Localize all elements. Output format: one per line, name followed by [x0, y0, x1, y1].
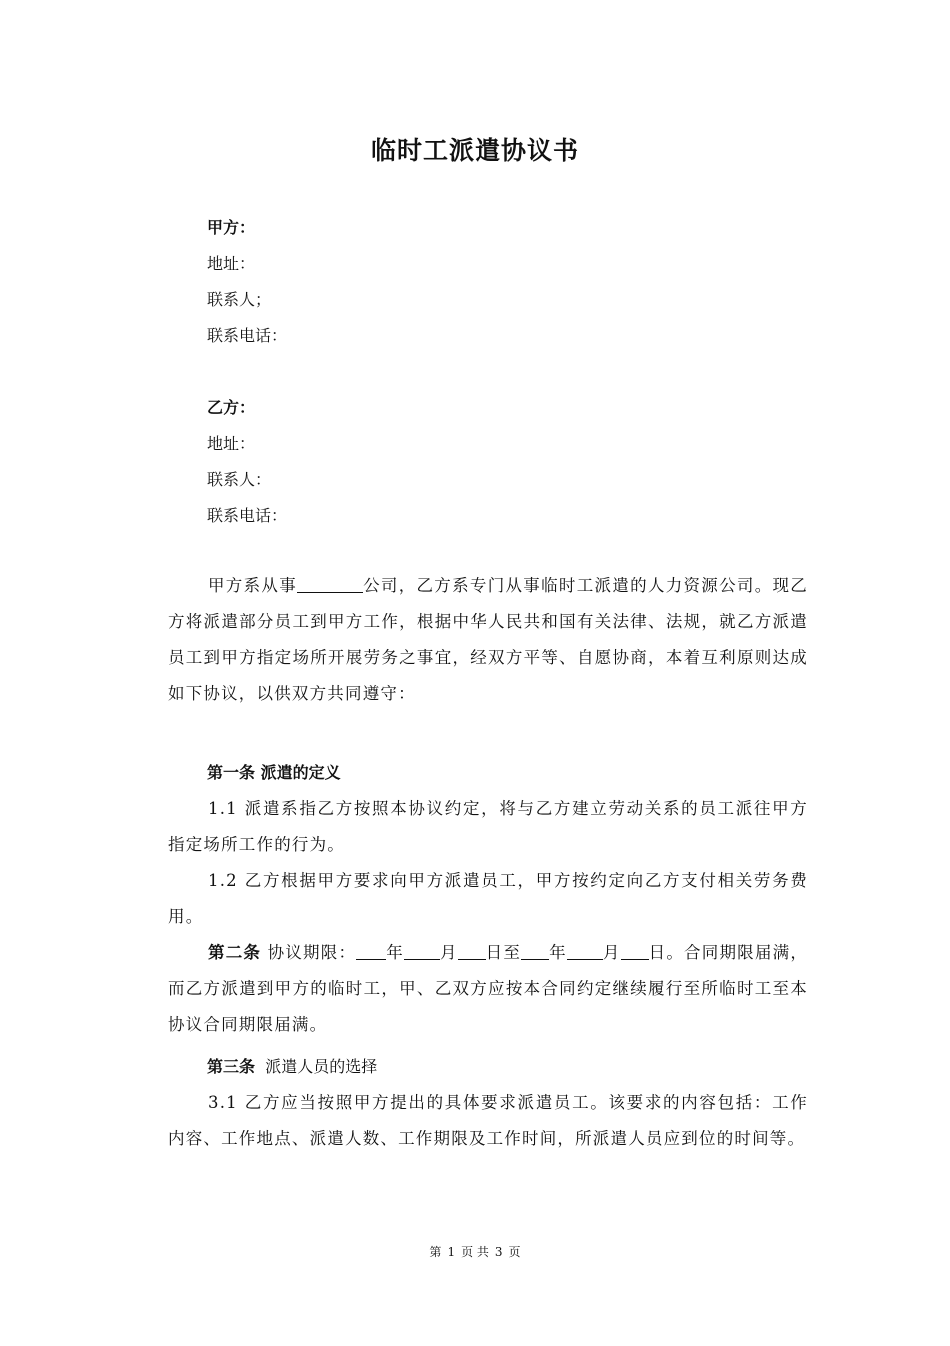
preamble-part2: 公司，乙方系专门从事临时工派遣的人力资源公司。现乙方将派遣部分员工到甲方工作，根据中华人民共和国有关法律、法规，就乙方派遣员工到甲方指定场所开展劳务之事宜，经双方平等、自愿协商，本着互利原则达成如下协议，以供双方共同遵守： [168, 576, 808, 703]
footer-suffix: 页 [508, 1245, 521, 1259]
article2-text-a: 协议期限： [267, 943, 357, 962]
end-day-blank [621, 943, 649, 960]
article2-month2: 月 [602, 943, 621, 962]
article3-heading: 第三条 [207, 1057, 256, 1076]
party-b-contact: 联系人： [207, 470, 272, 489]
footer-mid: 页 共 [461, 1245, 489, 1259]
article3-heading-line [207, 1057, 377, 1077]
party-a-heading: 甲方： [207, 218, 256, 237]
end-year-blank [521, 943, 549, 960]
preamble-part1: 甲方系从事 [208, 576, 297, 595]
clause-3-1: 3.1 乙方应当按照甲方提出的具体要求派遣员工。该要求的内容包括：工作内容、工作地点、派遣人数、工作期限及工作时间，所派遣人员应到位的时间等。 [168, 1093, 808, 1148]
article2-day1: 日至 [485, 943, 522, 962]
clause-1-1: 1.1 派遣系指乙方按照本协议约定，将与乙方建立劳动关系的员工派往甲方指定场所工作的行为。 [168, 799, 808, 854]
party-a-phone: 联系电话： [207, 326, 288, 345]
party-b-address: 地址： [207, 434, 256, 453]
document-title: 临时工派遣协议书 [370, 136, 579, 165]
start-year-blank [356, 943, 386, 960]
article2-year2: 年 [549, 943, 567, 962]
footer-prefix: 第 [429, 1245, 442, 1259]
article3-title: 派遣人员的选择 [265, 1057, 378, 1076]
start-month-blank [404, 943, 440, 960]
page-footer [0, 1243, 950, 1260]
article2-heading: 第二条 [208, 943, 262, 962]
start-day-blank [458, 943, 486, 960]
business-blank [297, 576, 363, 593]
party-a-address: 地址： [207, 254, 256, 273]
article1-heading: 第一条 派遣的定义 [207, 763, 341, 782]
article2-day2: 日。合同期限届满，而乙方派遣到甲方的临时工，甲、乙双方应按本合同约定继续履行至所临时工至本协议合同期限届满。 [168, 943, 809, 1034]
party-b-phone: 联系电话： [207, 506, 288, 525]
article2-paragraph [168, 935, 808, 1043]
article2-year1: 年 [386, 943, 404, 962]
end-month-blank [567, 943, 603, 960]
clause-1-2: 1.2 乙方根据甲方要求向甲方派遣员工，甲方按约定向乙方支付相关劳务费用。 [168, 871, 808, 926]
party-a-contact: 联系人； [207, 290, 272, 309]
preamble-paragraph [168, 568, 808, 712]
footer-current-page: 1 [447, 1245, 456, 1259]
party-b-heading: 乙方： [207, 398, 256, 417]
article2-month1: 月 [439, 943, 458, 962]
footer-total-pages: 3 [494, 1245, 503, 1259]
